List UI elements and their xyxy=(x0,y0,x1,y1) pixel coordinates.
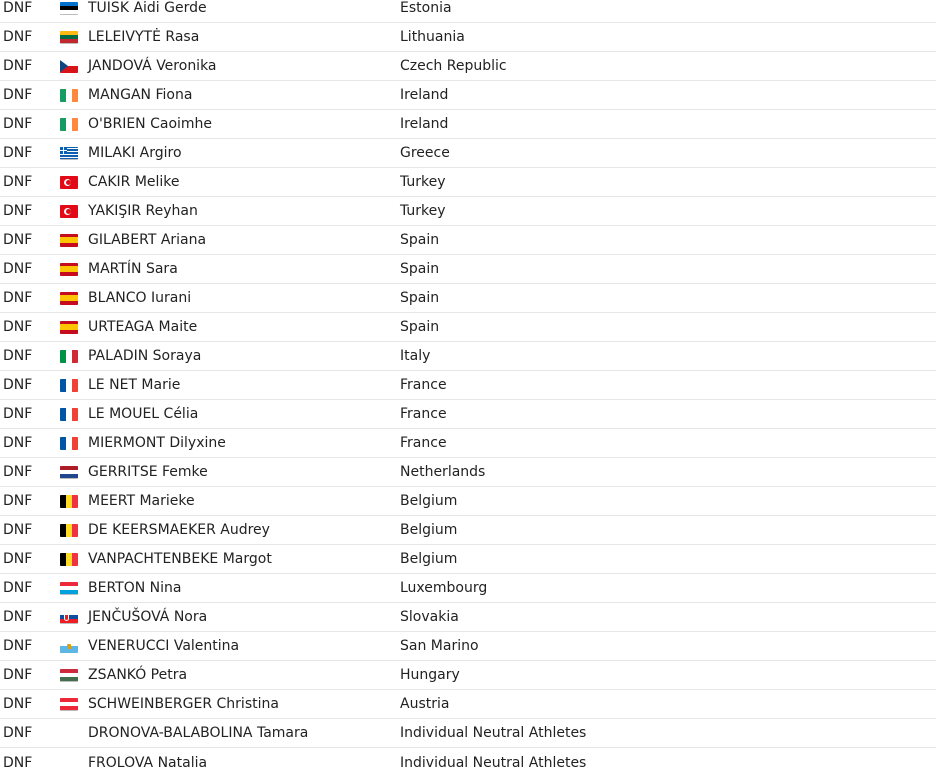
blank-flag-icon xyxy=(60,727,78,740)
table-row xyxy=(0,545,936,574)
es-flag-icon xyxy=(60,263,78,276)
status-cell: DNF xyxy=(3,580,33,596)
status-cell: DNF xyxy=(3,319,33,335)
table-row xyxy=(0,429,936,458)
team-country[interactable]: Belgium xyxy=(400,551,458,567)
team-country[interactable]: Spain xyxy=(400,232,440,248)
sm-flag-icon xyxy=(60,640,78,653)
table-row xyxy=(0,52,936,81)
table-row xyxy=(0,719,936,748)
team-country[interactable]: Czech Republic xyxy=(400,58,507,74)
status-cell: DNF xyxy=(3,522,33,538)
table-row xyxy=(0,226,936,255)
ie-flag-icon xyxy=(60,89,78,102)
status-cell: DNF xyxy=(3,754,33,771)
status-cell: DNF xyxy=(3,232,33,248)
team-country[interactable]: France xyxy=(400,377,447,393)
rider-name[interactable]: LE MOUEL Célia xyxy=(88,406,199,422)
rider-name[interactable]: DE KEERSMAEKER Audrey xyxy=(88,522,270,538)
team-country[interactable]: Individual Neutral Athletes xyxy=(400,725,587,741)
table-row xyxy=(0,516,936,545)
status-cell: DNF xyxy=(3,609,33,625)
status-cell: DNF xyxy=(3,377,33,393)
team-country[interactable]: Slovakia xyxy=(400,609,459,625)
status-cell: DNF xyxy=(3,435,33,451)
rider-name[interactable]: MANGAN Fiona xyxy=(88,87,193,103)
team-country[interactable]: Belgium xyxy=(400,493,458,509)
rider-name[interactable]: DRONOVA-BALABOLINA Tamara xyxy=(88,725,309,741)
rider-name[interactable]: CAKIR Melike xyxy=(88,174,180,190)
table-row xyxy=(0,690,936,719)
blank-flag-icon xyxy=(60,756,78,769)
table-row xyxy=(0,81,936,110)
table-row xyxy=(0,23,936,52)
rider-name[interactable]: ZSANKÓ Petra xyxy=(88,667,188,683)
status-cell: DNF xyxy=(3,261,33,277)
be-flag-icon xyxy=(60,553,78,566)
lt-flag-icon xyxy=(60,31,78,44)
status-cell: DNF xyxy=(3,725,33,741)
table-row xyxy=(0,197,936,226)
team-country[interactable]: Greece xyxy=(400,145,450,161)
status-cell: DNF xyxy=(3,0,33,16)
status-cell: DNF xyxy=(3,551,33,567)
status-cell: DNF xyxy=(3,696,33,712)
team-country[interactable]: Spain xyxy=(400,261,440,277)
rider-name[interactable]: MILAKI Argiro xyxy=(88,145,182,161)
table-row xyxy=(0,371,936,400)
team-country[interactable]: Turkey xyxy=(400,174,446,190)
team-country[interactable]: Belgium xyxy=(400,522,458,538)
table-row xyxy=(0,458,936,487)
rider-name[interactable]: YAKIŞIR Reyhan xyxy=(88,203,198,219)
rider-name[interactable]: URTEAGA Maite xyxy=(88,319,198,335)
table-row xyxy=(0,0,936,23)
team-country[interactable]: Austria xyxy=(400,696,450,712)
sk-flag-icon xyxy=(60,611,78,624)
team-country[interactable]: San Marino xyxy=(400,638,479,654)
team-country[interactable]: France xyxy=(400,435,447,451)
tr-flag-icon xyxy=(60,205,78,218)
table-row xyxy=(0,139,936,168)
status-cell: DNF xyxy=(3,174,33,190)
team-country[interactable]: Spain xyxy=(400,319,440,335)
status-cell: DNF xyxy=(3,493,33,509)
rider-name[interactable]: PALADIN Soraya xyxy=(88,348,202,364)
table-row xyxy=(0,284,936,313)
rider-name[interactable]: VANPACHTENBEKE Margot xyxy=(88,551,272,567)
rider-name[interactable]: SCHWEINBERGER Christina xyxy=(88,696,279,712)
rider-name[interactable]: JANDOVÁ Veronika xyxy=(88,58,217,74)
rider-name[interactable]: MEERT Marieke xyxy=(88,493,195,509)
team-country[interactable]: Estonia xyxy=(400,0,452,16)
rider-name[interactable]: VENERUCCI Valentina xyxy=(88,638,240,654)
at-flag-icon xyxy=(60,698,78,711)
table-row xyxy=(0,632,936,661)
rider-name[interactable]: FROLOVA Natalia xyxy=(88,754,208,771)
cz-flag-icon xyxy=(60,60,78,73)
es-flag-icon xyxy=(60,321,78,334)
tr-flag-icon xyxy=(60,176,78,189)
rider-name[interactable]: BERTON Nina xyxy=(88,580,182,596)
team-country[interactable]: Italy xyxy=(400,348,431,364)
it-flag-icon xyxy=(60,350,78,363)
fr-flag-icon xyxy=(60,437,78,450)
team-country[interactable]: Luxembourg xyxy=(400,580,488,596)
team-country[interactable]: Netherlands xyxy=(400,464,486,480)
team-country[interactable]: Ireland xyxy=(400,87,449,103)
team-country[interactable]: Individual Neutral Athletes xyxy=(400,754,587,771)
lu-flag-icon xyxy=(60,582,78,595)
status-cell: DNF xyxy=(3,58,33,74)
status-cell: DNF xyxy=(3,290,33,306)
gr-flag-icon xyxy=(60,147,78,160)
status-cell: DNF xyxy=(3,464,33,480)
es-flag-icon xyxy=(60,234,78,247)
status-cell: DNF xyxy=(3,87,33,103)
team-country[interactable]: Lithuania xyxy=(400,29,465,45)
team-country[interactable]: France xyxy=(400,406,447,422)
nl-flag-icon xyxy=(60,466,78,479)
rider-name[interactable]: MARTÍN Sara xyxy=(88,261,178,277)
rider-name[interactable]: JENČUŠOVÁ Nora xyxy=(88,609,208,625)
team-country[interactable]: Spain xyxy=(400,290,440,306)
rider-name[interactable]: LELEIVYTĖ Rasa xyxy=(88,29,200,45)
rider-name[interactable]: TUISK Aidi Gerde xyxy=(88,0,207,16)
table-row xyxy=(0,748,936,777)
table-row xyxy=(0,603,936,632)
rider-name[interactable]: GERRITSE Femke xyxy=(88,464,208,480)
fr-flag-icon xyxy=(60,379,78,392)
status-cell: DNF xyxy=(3,145,33,161)
ie-flag-icon xyxy=(60,118,78,131)
status-cell: DNF xyxy=(3,116,33,132)
table-row xyxy=(0,110,936,139)
ee-flag-icon xyxy=(60,2,78,15)
table-row xyxy=(0,168,936,197)
hu-flag-icon xyxy=(60,669,78,682)
status-cell: DNF xyxy=(3,406,33,422)
team-country[interactable]: Turkey xyxy=(400,203,446,219)
status-cell: DNF xyxy=(3,638,33,654)
rider-name[interactable]: LE NET Marie xyxy=(88,377,181,393)
table-row xyxy=(0,342,936,371)
table-row xyxy=(0,255,936,284)
status-cell: DNF xyxy=(3,667,33,683)
team-country[interactable]: Ireland xyxy=(400,116,449,132)
rider-name[interactable]: O'BRIEN Caoimhe xyxy=(88,116,213,132)
status-cell: DNF xyxy=(3,203,33,219)
rider-name[interactable]: BLANCO Iurani xyxy=(88,290,192,306)
table-row xyxy=(0,661,936,690)
fr-flag-icon xyxy=(60,408,78,421)
table-row xyxy=(0,487,936,516)
es-flag-icon xyxy=(60,292,78,305)
table-row xyxy=(0,313,936,342)
status-cell: DNF xyxy=(3,348,33,364)
be-flag-icon xyxy=(60,524,78,537)
table-row xyxy=(0,574,936,603)
table-row xyxy=(0,400,936,429)
be-flag-icon xyxy=(60,495,78,508)
rider-name[interactable]: MIERMONT Dilyxine xyxy=(88,435,226,451)
rider-name[interactable]: GILABERT Ariana xyxy=(88,232,207,248)
status-cell: DNF xyxy=(3,29,33,45)
team-country[interactable]: Hungary xyxy=(400,667,460,683)
